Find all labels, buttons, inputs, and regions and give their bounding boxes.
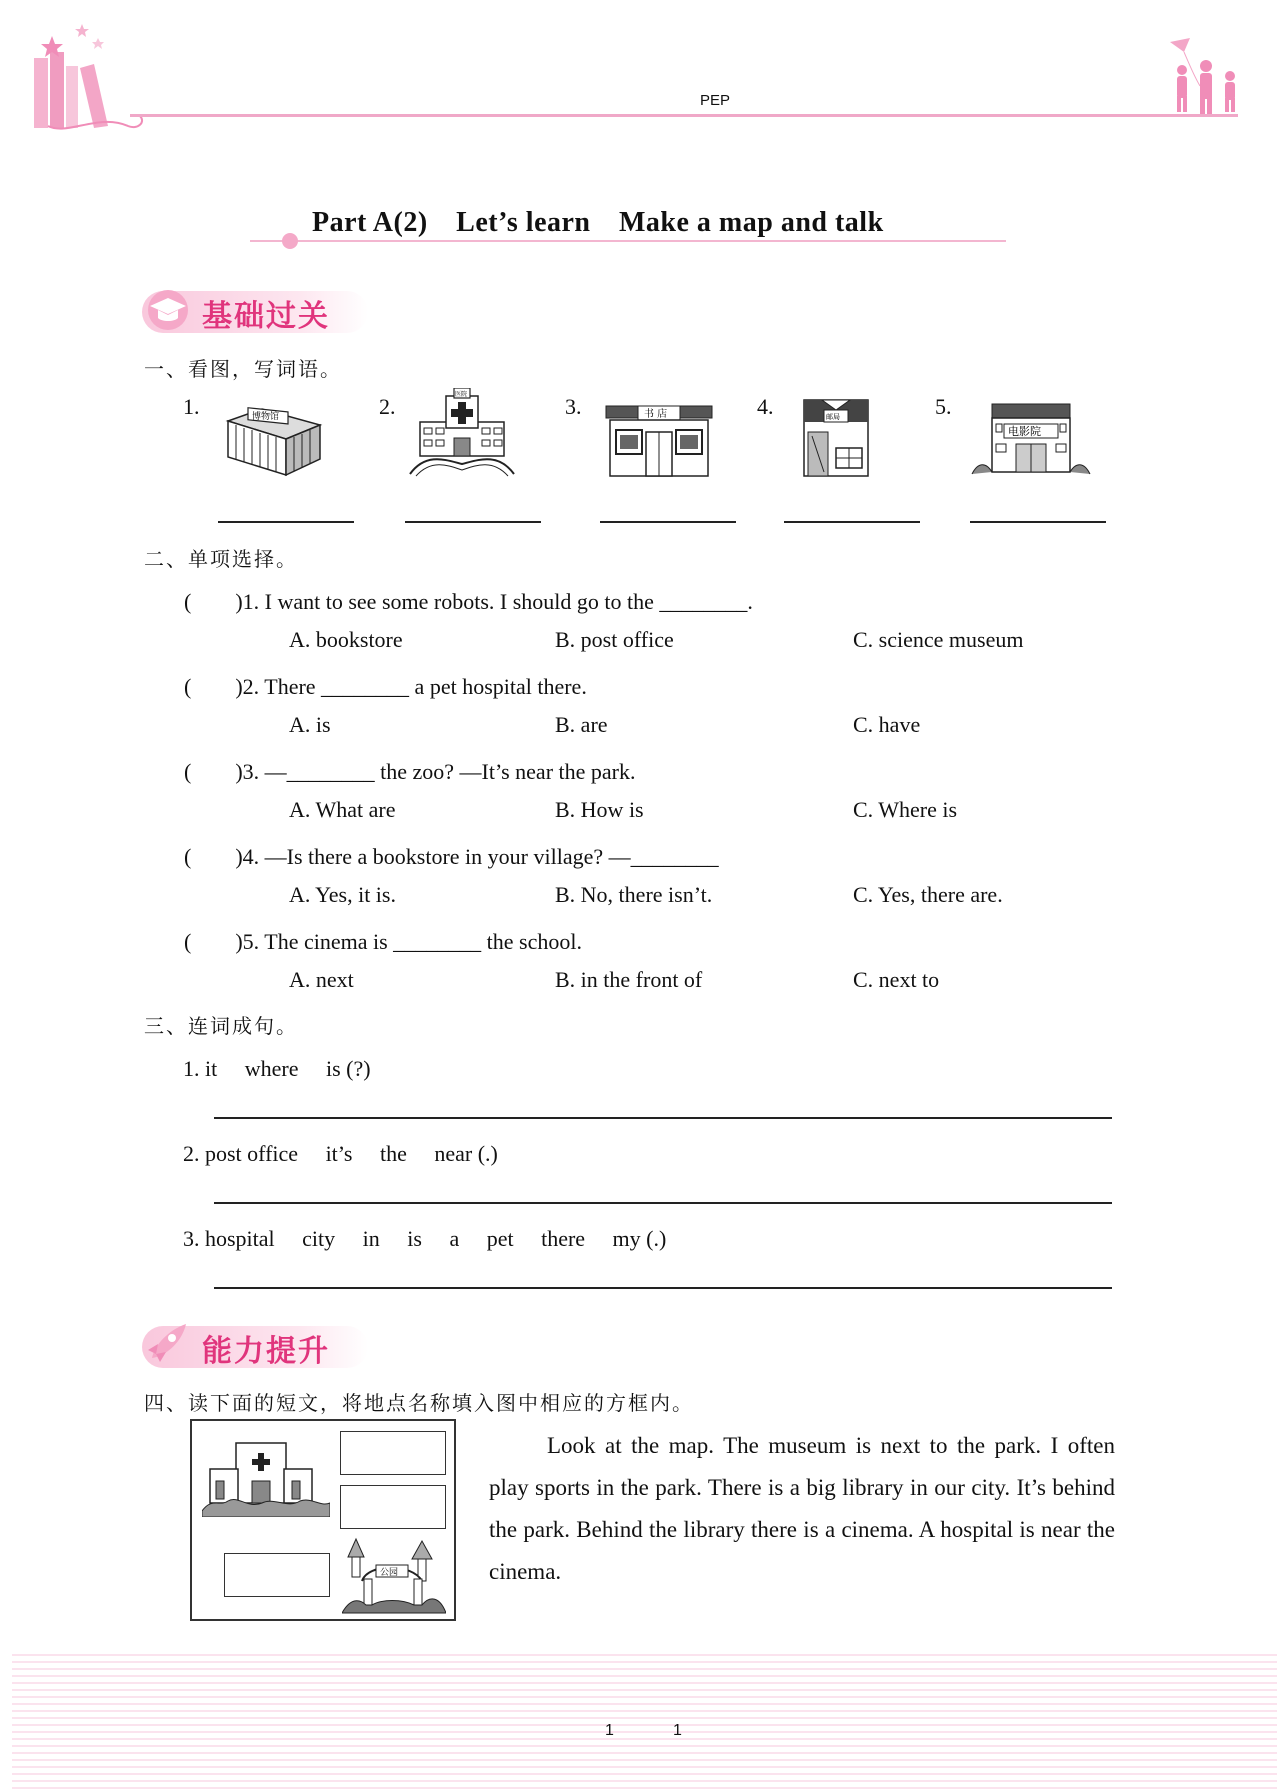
answer-line-picture-2[interactable] [405,521,541,523]
question-4-option-c[interactable]: C. Yes, there are. [853,882,1003,907]
hospital-building-picture [406,388,518,478]
picture-number-4: 4. [757,394,774,419]
word-order-item-2: 2. post office it’s the near (.) [183,1141,498,1166]
question-5-stem: ( )5. The cinema is ________ the school. [184,929,582,954]
question-5-option-a[interactable]: A. next [289,967,354,992]
post-office-building-picture [800,396,872,478]
header-rule [130,114,1238,117]
cinema-sign-text: 电影院 [1008,425,1041,438]
answer-line-picture-4[interactable] [784,521,920,523]
question-1-option-a[interactable]: A. bookstore [289,627,403,652]
park-sign-text: 公园 [380,1568,399,1578]
title-underline-dot [282,233,298,249]
question-4-option-a[interactable]: A. Yes, it is. [289,882,396,907]
part2-heading: 二、单项选择。 [144,547,298,571]
answer-line-picture-1[interactable] [218,521,354,523]
question-1-stem: ( )1. I want to see some robots. I should go to the ________. [184,589,753,614]
question-3-option-c[interactable]: C. Where is [853,797,958,822]
section-title-basic: 基础过关 [202,299,330,334]
page-number-right: 1 [673,1722,682,1739]
part1-heading: 一、看图，写词语。 [144,357,342,381]
word-order-item-1: 1. it where is (?) [183,1056,371,1081]
answer-line-picture-3[interactable] [600,521,736,523]
question-4-stem: ( )4. —Is there a bookstore in your village? —________ [184,844,719,869]
bookstore-sign-text: 书 店 [644,409,668,420]
city-map [190,1419,456,1621]
answer-line-sentence-3[interactable] [214,1287,1112,1289]
page-title: Part A(2) Let’s learn Make a map and talk [312,207,884,238]
question-3-stem: ( )3. —________ the zoo? —It’s near the park. [184,759,636,784]
graduation-cap-icon [146,288,190,332]
question-1-option-c[interactable]: C. science museum [853,627,1024,652]
word-order-item-3: 3. hospital city in is a pet there my (.) [183,1226,667,1251]
title-underline [250,240,1006,242]
bookstore-building-picture [604,402,714,478]
museum-sign-text: 博物馆 [252,412,280,422]
question-5-option-b[interactable]: B. in the front of [555,967,703,992]
picture-number-3: 3. [565,394,582,419]
answer-box-top[interactable] [340,1431,446,1475]
question-2-option-a[interactable]: A. is [289,712,331,737]
picture-number-5: 5. [935,394,952,419]
reading-passage: Look at the map. The museum is next to the park. I often play sports in the park. There is a big library in our city. It’s behind the park. Behind the library there is a cinema. A hospital is near the cinema. [489,1433,1115,1584]
answer-line-picture-5[interactable] [970,521,1106,523]
header-series-label: PEP [700,92,731,109]
question-1-option-b[interactable]: B. post office [555,627,674,652]
question-4-option-b[interactable]: B. No, there isn’t. [555,882,713,907]
question-3-option-b[interactable]: B. How is [555,797,644,822]
footer-band [12,1654,1277,1789]
answer-box-middle[interactable] [340,1485,446,1529]
picture-number-2: 2. [379,394,396,419]
question-2-option-b[interactable]: B. are [555,712,608,737]
question-2-option-c[interactable]: C. have [853,712,921,737]
answer-line-sentence-2[interactable] [214,1202,1112,1204]
hospital-sign-text: 医院 [455,391,468,398]
picture-number-1: 1. [183,394,200,419]
rocket-icon [144,1320,190,1366]
hospital-map-picture [202,1439,330,1517]
question-5-option-c[interactable]: C. next to [853,967,940,992]
post-office-sign-text: 邮局 [826,413,840,421]
part3-heading: 三、连词成句。 [144,1014,298,1038]
cinema-building-picture [970,400,1092,478]
answer-line-sentence-1[interactable] [214,1117,1112,1119]
header-children-kite-ornament [1160,36,1252,118]
section-title-advanced: 能力提升 [202,1334,330,1369]
question-3-option-a[interactable]: A. What are [289,797,396,822]
question-2-stem: ( )2. There ________ a pet hospital there. [184,674,587,699]
park-map-picture [342,1535,446,1615]
page-number-left: 1 [605,1722,614,1739]
answer-box-bottom-left[interactable] [224,1553,330,1597]
part4-heading: 四、读下面的短文，将地点名称填入图中相应的方框内。 [144,1391,694,1415]
museum-building-picture [222,395,326,477]
